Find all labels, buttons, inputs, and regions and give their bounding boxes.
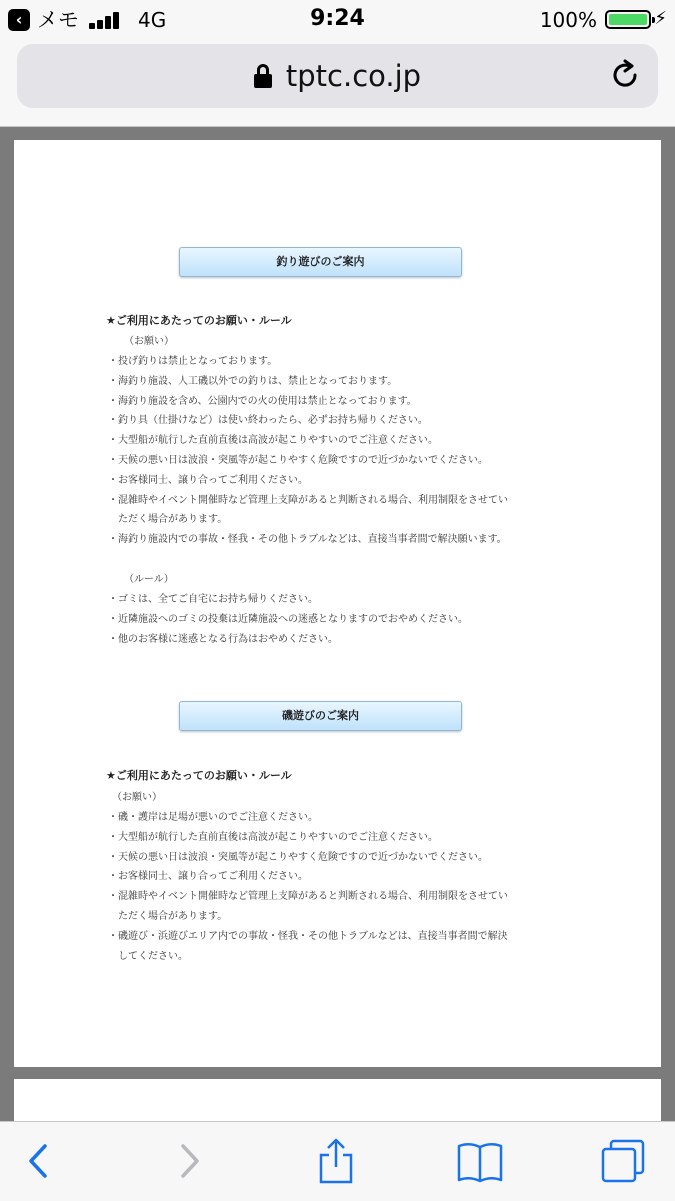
chevron-left-icon: ‹ [8,9,30,31]
fishing-rules-label: （ルール） [124,574,174,585]
rule-line: ・混雑時やイベント開催時など管理上支障があると判断される場合、利用制限をさせてい [108,891,508,903]
rule-line: ・お客様同士、譲り合ってご利用ください。 [108,474,308,486]
back-to-app-label: メモ [37,8,79,32]
address-bar[interactable] [17,44,658,108]
rule-line: ・天候の悪い日は波浪・突風等が起こりやすく危険ですので近づかないでください。 [108,851,488,863]
rule-line: ・海釣り施設内での事故・怪我・その他トラブルなどは、直接当事者間で解決願います。 [108,534,507,546]
rule-line: ただく場合があります。 [108,514,228,526]
forward-icon[interactable] [164,1138,214,1184]
rule-line: ・大型船が航行した直前直後は高波が起こりやすいのでご注意ください。 [108,831,438,843]
rule-line: ・磯遊び・浜遊びエリア内での事故・怪我・その他トラブルなどは、直接当事者間で解決 [108,930,508,942]
share-icon[interactable] [311,1138,361,1184]
back-icon[interactable] [14,1138,64,1184]
beach-rules-heading: ★ご利用にあたってのお願い・ルール [106,769,292,782]
fishing-rules-heading: ★ご利用にあたってのお願い・ルール [106,314,292,327]
rule-line: ・天候の悪い日は波浪・突風等が起こりやすく危険ですので近づかないでください。 [108,455,488,466]
bookmarks-icon[interactable] [455,1138,505,1184]
address-area [0,38,675,127]
beach-section-header: 磯遊びのご案内 [179,701,462,731]
rule-line: ・お客様同士、譲り合ってご利用ください。 [108,871,308,883]
reload-icon[interactable] [608,58,642,92]
rule-line: ただく場合があります。 [108,911,228,922]
battery-icon [605,10,651,29]
url-text[interactable]: tptc.co.jp [285,59,422,93]
battery-percent: 100% [539,8,597,32]
network-type: 4G [138,8,167,32]
browser-toolbar [0,1121,675,1201]
lock-icon [254,64,272,88]
rule-line: ・海釣り施設を含め、公園内での火の使用は禁止となっております。 [108,395,417,407]
rule-line: ・他のお客様に迷惑となる行為はおやめください。 [108,634,338,645]
rule-line: ・ゴミは、全てご自宅にお持ち帰りください。 [108,594,318,605]
status-bar [0,0,675,38]
rule-line: ・近隣施設へのゴミの投棄は近隣施設への迷惑となりますのでおやめください。 [108,614,468,625]
status-time: 9:24 [310,6,365,31]
tabs-icon[interactable] [599,1138,649,1184]
fishing-section-header: 釣り遊びのご案内 [179,247,462,277]
rule-line: ・海釣り施設、人工磯以外での釣りは、禁止となっております。 [108,375,398,387]
beach-requests-label: （お願い） [112,792,162,803]
rule-line: ・投げ釣りは禁止となっております。 [108,356,278,367]
rule-line: してください。 [108,950,188,962]
document-page[interactable] [14,140,661,1067]
charging-icon: ⚡ [654,8,667,29]
rule-line: ・混雑時やイベント開催時など管理上支障があると判断される場合、利用制限をさせてい [108,494,508,506]
rule-line: ・大型船が航行した直前直後は高波が起こりやすいのでご注意ください。 [108,435,438,447]
battery-level [609,14,647,25]
rule-line: ・磯・護岸は足場が悪いのでご注意ください。 [108,812,318,823]
rule-line: ・釣り具（仕掛けなど）は使い終わったら、必ずお持ち帰りください。 [108,415,428,427]
fishing-requests-label: （お願い） [124,336,174,347]
